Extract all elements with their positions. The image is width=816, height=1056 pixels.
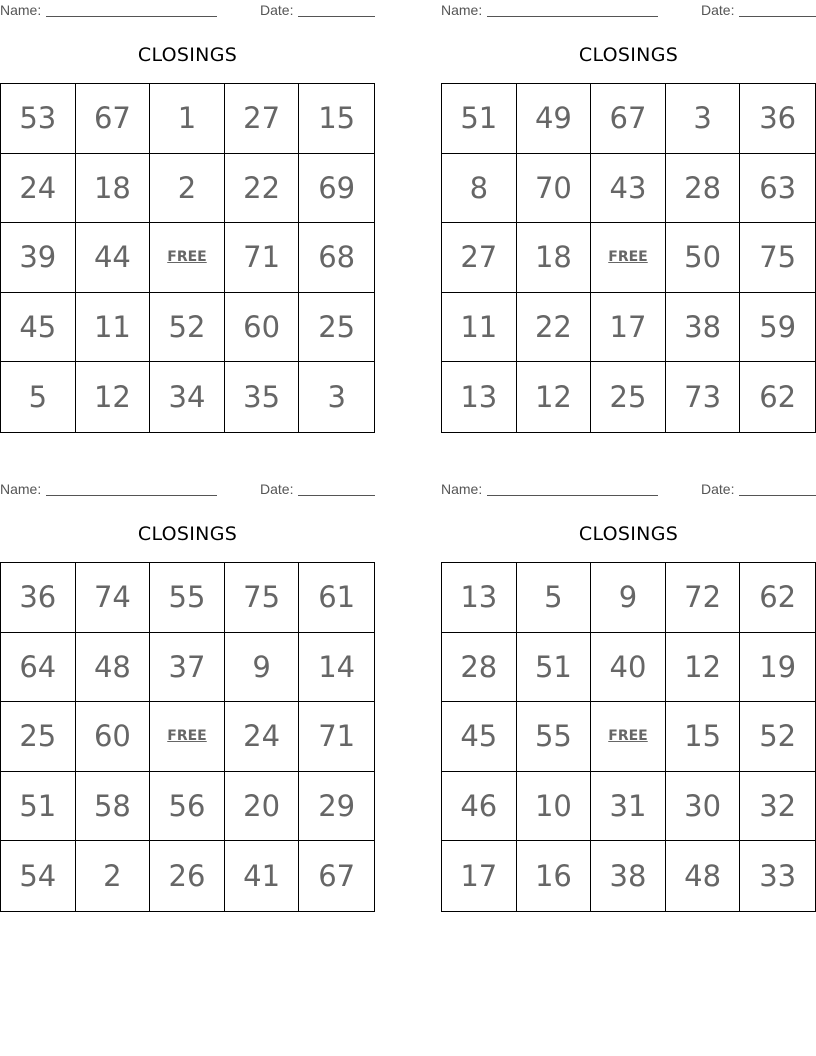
bingo-cell: 55 xyxy=(150,563,225,633)
date-blank-line xyxy=(739,495,816,496)
bingo-cell: 52 xyxy=(150,293,225,363)
bingo-cell: 68 xyxy=(299,223,374,293)
bingo-cell: 12 xyxy=(517,362,592,432)
bingo-cell: 22 xyxy=(517,293,592,363)
bingo-cell: 32 xyxy=(740,772,815,842)
bingo-cell: 69 xyxy=(299,154,374,224)
bingo-grid xyxy=(441,562,816,912)
bingo-cell: 73 xyxy=(666,362,741,432)
bingo-cell: 5 xyxy=(517,563,592,633)
bingo-cell: 44 xyxy=(76,223,151,293)
card-title: CLOSINGS xyxy=(578,523,679,545)
bingo-cell: 28 xyxy=(442,633,517,703)
bingo-cell: 25 xyxy=(1,702,76,772)
bingo-cell: 25 xyxy=(299,293,374,363)
bingo-cell: 71 xyxy=(225,223,300,293)
bingo-cell: 39 xyxy=(1,223,76,293)
bingo-cell: 41 xyxy=(225,841,300,911)
bingo-cell: 53 xyxy=(1,84,76,154)
bingo-cell: 38 xyxy=(591,841,666,911)
bingo-cell: 75 xyxy=(740,223,815,293)
bingo-cell: 36 xyxy=(1,563,76,633)
bingo-cell: 60 xyxy=(225,293,300,363)
name-blank-line xyxy=(487,495,658,496)
free-space-cell: FREE xyxy=(591,223,666,293)
bingo-cell: 24 xyxy=(225,702,300,772)
bingo-cell: 62 xyxy=(759,380,797,415)
bingo-cell: 61 xyxy=(299,563,374,633)
bingo-cell: 72 xyxy=(666,563,741,633)
card-title: CLOSINGS xyxy=(578,44,679,66)
bingo-cell: 67 xyxy=(318,859,356,894)
bingo-cell: 13 xyxy=(442,362,517,432)
bingo-cell: 2 xyxy=(76,841,151,911)
bingo-cell: 49 xyxy=(517,84,592,154)
bingo-grid xyxy=(0,83,375,433)
bingo-cell: 74 xyxy=(76,563,151,633)
date-label: Date: xyxy=(701,2,735,18)
bingo-cell: 2 xyxy=(150,154,225,224)
bingo-cell: 9 xyxy=(225,633,300,703)
bingo-cell: 31 xyxy=(591,772,666,842)
bingo-cell: 1 xyxy=(150,84,225,154)
bingo-cell: 12 xyxy=(666,633,741,703)
bingo-grid xyxy=(441,83,816,433)
bingo-cell: 27 xyxy=(225,84,300,154)
bingo-cell: 59 xyxy=(740,293,815,363)
bingo-cell: 43 xyxy=(591,154,666,224)
bingo-cell: 37 xyxy=(150,633,225,703)
date-label: Date: xyxy=(260,481,294,497)
bingo-cell: 3 xyxy=(666,84,741,154)
date-label: Date: xyxy=(260,2,294,18)
bingo-cell: 25 xyxy=(591,362,666,432)
card-title: CLOSINGS xyxy=(137,523,238,545)
name-label: Name: xyxy=(0,2,42,18)
bingo-cell: 51 xyxy=(442,84,517,154)
bingo-cell: 48 xyxy=(76,633,151,703)
date-label: Date: xyxy=(701,481,735,497)
bingo-cell: 36 xyxy=(740,84,815,154)
bingo-cell: 12 xyxy=(76,362,151,432)
free-space-cell: FREE xyxy=(150,223,225,293)
card-header-fields xyxy=(441,479,816,499)
bingo-cell: 52 xyxy=(740,702,815,772)
bingo-cell: 63 xyxy=(740,154,815,224)
date-blank-line xyxy=(298,495,375,496)
bingo-cell: 67 xyxy=(591,84,666,154)
name-label: Name: xyxy=(0,481,42,497)
bingo-cell: 70 xyxy=(517,154,592,224)
bingo-cell: 15 xyxy=(299,84,374,154)
bingo-cell: 58 xyxy=(76,772,151,842)
bingo-cell: 5 xyxy=(1,362,76,432)
bingo-cell: 54 xyxy=(1,841,76,911)
name-label: Name: xyxy=(441,481,483,497)
bingo-cell: 14 xyxy=(299,633,374,703)
bingo-cell: 38 xyxy=(666,293,741,363)
bingo-cell: 13 xyxy=(442,563,517,633)
bingo-cell: 56 xyxy=(150,772,225,842)
bingo-cell: 17 xyxy=(591,293,666,363)
bingo-cell: 20 xyxy=(225,772,300,842)
bingo-cell: 9 xyxy=(591,563,666,633)
bingo-cell: 24 xyxy=(1,154,76,224)
card-title: CLOSINGS xyxy=(137,44,238,66)
bingo-cell: 18 xyxy=(76,154,151,224)
bingo-cell: 67 xyxy=(76,84,151,154)
bingo-cell: 18 xyxy=(517,223,592,293)
bingo-cell: 64 xyxy=(1,633,76,703)
bingo-cell: 71 xyxy=(299,702,374,772)
name-label: Name: xyxy=(441,2,483,18)
bingo-cell: 3 xyxy=(327,380,346,415)
bingo-cell: 46 xyxy=(442,772,517,842)
bingo-cell: 45 xyxy=(1,293,76,363)
free-space-cell: FREE xyxy=(591,702,666,772)
bingo-cell: 45 xyxy=(442,702,517,772)
bingo-cell: 30 xyxy=(666,772,741,842)
bingo-cell: 11 xyxy=(442,293,517,363)
bingo-cell: 50 xyxy=(666,223,741,293)
bingo-cell: 19 xyxy=(740,633,815,703)
bingo-cell: 34 xyxy=(150,362,225,432)
bingo-cell: 28 xyxy=(666,154,741,224)
bingo-cell: 51 xyxy=(517,633,592,703)
name-blank-line xyxy=(46,495,217,496)
bingo-cell: 10 xyxy=(517,772,592,842)
bingo-grid xyxy=(0,562,375,912)
bingo-cell: 55 xyxy=(517,702,592,772)
card-header-fields xyxy=(441,0,816,20)
card-header-fields xyxy=(0,0,375,20)
bingo-cell: 33 xyxy=(759,859,797,894)
bingo-cell: 29 xyxy=(299,772,374,842)
date-blank-line xyxy=(298,16,375,17)
bingo-cell: 40 xyxy=(591,633,666,703)
bingo-cell: 62 xyxy=(740,563,815,633)
name-blank-line xyxy=(487,16,658,17)
card-header-fields xyxy=(0,479,375,499)
bingo-cell: 22 xyxy=(225,154,300,224)
bingo-cell: 48 xyxy=(666,841,741,911)
bingo-cell: 35 xyxy=(225,362,300,432)
bingo-cell: 75 xyxy=(225,563,300,633)
bingo-cell: 60 xyxy=(76,702,151,772)
bingo-cell: 27 xyxy=(442,223,517,293)
bingo-cell: 8 xyxy=(442,154,517,224)
bingo-cell: 17 xyxy=(442,841,517,911)
bingo-cell: 15 xyxy=(666,702,741,772)
free-space-cell: FREE xyxy=(150,702,225,772)
bingo-cell: 16 xyxy=(517,841,592,911)
bingo-cell: 11 xyxy=(76,293,151,363)
bingo-cell: 26 xyxy=(150,841,225,911)
date-blank-line xyxy=(739,16,816,17)
name-blank-line xyxy=(46,16,217,17)
bingo-cell: 51 xyxy=(1,772,76,842)
